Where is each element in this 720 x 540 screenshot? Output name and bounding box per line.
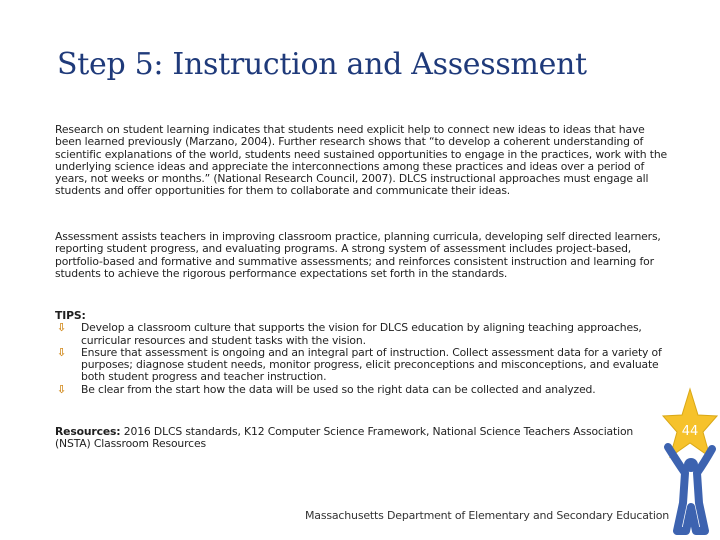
resources-text: 2016 DLCS standards, K12 Computer Science Framework, National Science Teachers Association (NSTA) Classroom Resources bbox=[55, 425, 634, 451]
slide-title: Step 5: Instruction and Assessment bbox=[57, 47, 587, 82]
tips-list bbox=[55, 322, 667, 396]
down-arrow-icon: ⇩ bbox=[57, 382, 67, 396]
assessment-paragraph: Assessment assists teachers in improving classroom practice, planning curricula, developing self directed learners, reporting student progress, and evaluating programs. A strong system of assessment includes project-based, portfolio-based and formative and summative assessments; and reinforces consistent instruction and learning for students to achieve the rigorous performance expectations set forth in the standards. bbox=[55, 230, 661, 280]
page-number: 44 bbox=[681, 424, 699, 439]
star-figure-logo bbox=[650, 385, 718, 535]
tips-heading: TIPS: bbox=[55, 309, 86, 322]
tip-text: Be clear from the start how the data will be used so the right data can be collected and analyzed. bbox=[81, 382, 596, 396]
tips-section bbox=[55, 310, 667, 396]
research-paragraph: Research on student learning indicates that students need explicit help to connect new ideas to ideas that have been learned previously (Marzano, 2004). Further research shows that “to develop a coherent understanding of scientific explanations of the world, students need sustained opportunities to engage in the practices, work with the underlying science ideas and appreciate the interconnections among these practices and ideas over a period of years, not weeks or months.” (National Research Council, 2007). DLCS instructional approaches must engage all students and offer opportunities for them to collaborate and communicate their ideas. bbox=[55, 123, 668, 198]
tip-item bbox=[55, 384, 667, 396]
tip-text: Ensure that assessment is ongoing and an integral part of instruction. Collect assessment data for a variety of purposes; diagnose student needs, monitor progress, elicit preconceptions and misconceptions, and evaluate both student progress and teacher instruction. bbox=[81, 345, 662, 384]
resources-line bbox=[55, 426, 635, 451]
tip-item bbox=[55, 322, 667, 347]
footer-organization: Massachusetts Department of Elementary and Secondary Education bbox=[305, 509, 670, 522]
down-arrow-icon: ⇩ bbox=[57, 321, 67, 335]
tip-text: Develop a classroom culture that supports the vision for DLCS education by aligning teaching approaches, curricular resources and student tasks with the vision. bbox=[81, 321, 642, 347]
down-arrow-icon: ⇩ bbox=[57, 345, 67, 359]
tip-item bbox=[55, 347, 667, 384]
resources-label: Resources: bbox=[55, 425, 121, 438]
